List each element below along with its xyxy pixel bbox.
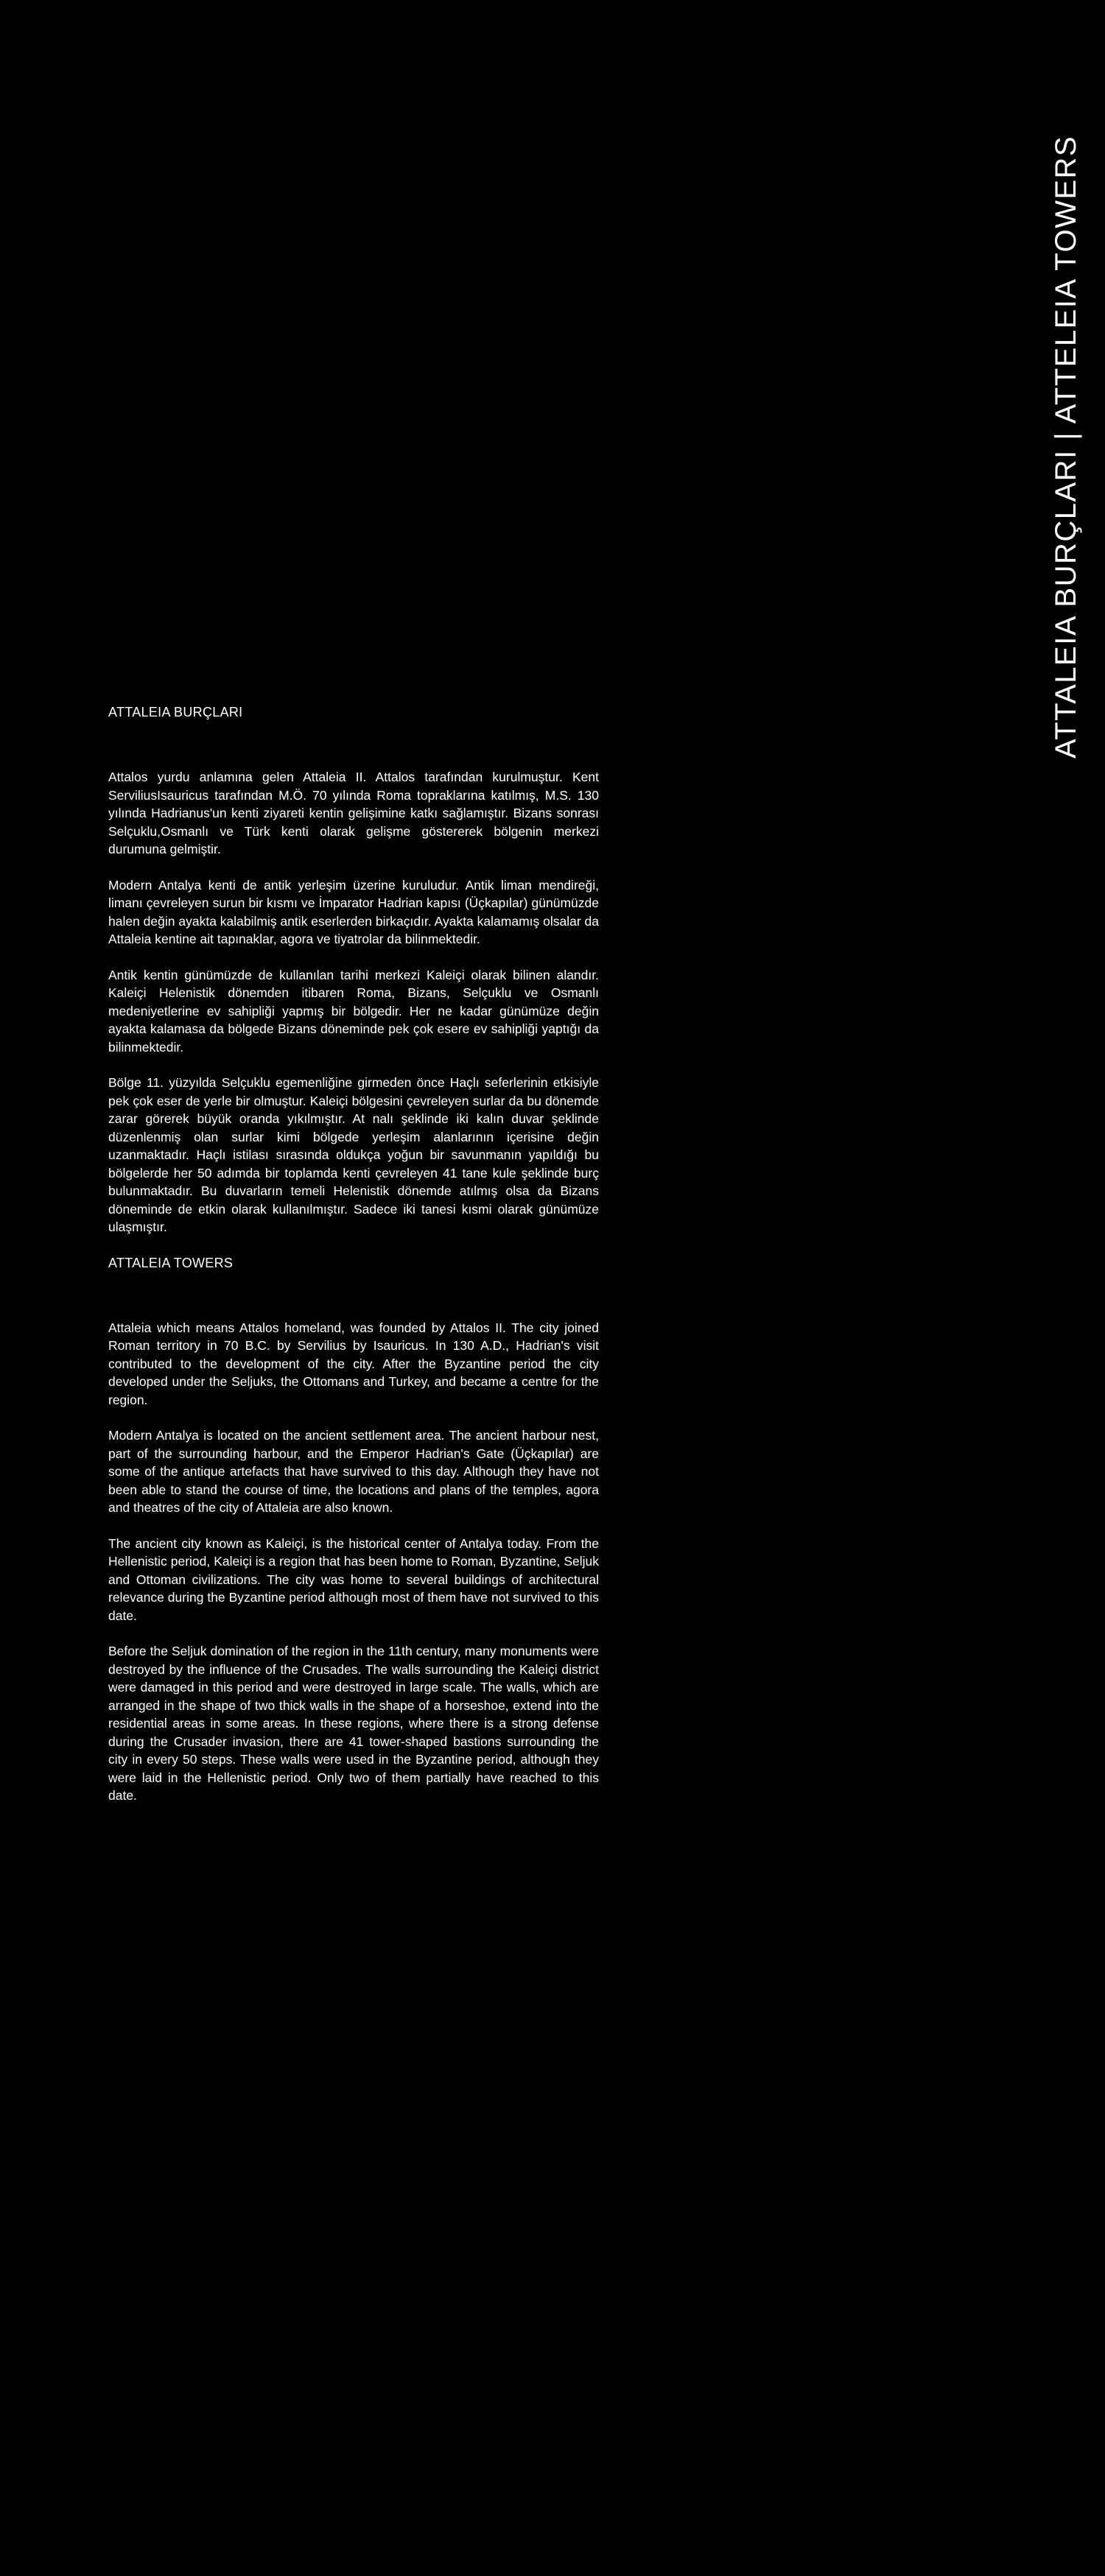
paragraph: Attalos yurdu anlamına gelen Attaleia II. Attalos tarafından kurulmuştur. Kent ServiliusIsauricus tarafından M.Ö. 70 yılında Roma topraklarına katılmış, M.S. 130 yılında Hadrianus'un kenti ziyareti kentin gelişimine katkı sağlamıştır. Bizans sonrası Selçuklu,Osmanlı ve Türk kenti olarak gelişme göstererek bölgenin merkezi durumuna gelmiştir. bbox=[108, 770, 599, 856]
paragraph: Antik kentin günümüzde de kullanılan tarihi merkezi Kaleiçi olarak bilinen alandır. Kaleiçi Helenistik dönemden itibaren Roma, Bizans, Selçuklu ve Osmanlı medeniyetlerine ev sahipliği yapmış bir bölgedir. Her ne kadar günümüze değin ayakta kalamasa da bölgede Bizans döneminde pek çok esere ev sahipliği yaptığı da bilinmektedir. bbox=[108, 967, 599, 1055]
section-heading-turkish: ATTALEIA BURÇLARI bbox=[108, 705, 243, 719]
section-heading-english: ATTALEIA TOWERS bbox=[108, 1255, 234, 1270]
section-english bbox=[108, 1254, 599, 1805]
paragraph: Modern Antalya is located on the ancient settlement area. The ancient harbour nest, part of the surrounding harbour, and the Emperor Hadrian's Gate (Üçkapılar) are some of the antique artefacts that have survived to this day. Although they have not been able to stand the course of time, the locations and plans of the temples, agora and theatres of the city of Attaleia are also known. bbox=[108, 1428, 599, 1515]
section-turkish bbox=[108, 703, 599, 1236]
paragraph: Modern Antalya kenti de antik yerleşim üzerine kuruludur. Antik liman mendireği, limanı çevreleyen surun bir kısmı ve İmparator Hadrian kapısı (Üçkapılar) günümüzde halen değin ayakta kalabilmiş antik eserlerden birkaçıdır. Ayakta kalamamış olsalar da Attaleia kentine ait tapınaklar, agora ve tiyatrolar da bilinmektedir. bbox=[108, 877, 599, 946]
paragraph: Attaleia which means Attalos homeland, was founded by Attalos II. The city joined Roman territory in 70 B.C. by Servilius by Isauricus. In 130 A.D., Hadrian's visit contributed to the development of the city. After the Byzantine period the city developed under the Seljuks, the Ottomans and Turkey, and became a centre for the region. bbox=[108, 1320, 599, 1407]
article-body bbox=[108, 703, 599, 1823]
vertical-page-title: ATTALEIA BURÇLARI | ATTELEIA TOWERS bbox=[1050, 135, 1082, 759]
paragraph: The ancient city known as Kaleiçi, is the historical center of Antalya today. From the Hellenistic period, Kaleiçi is a region that has been home to Roman, Byzantine, Seljuk and Ottoman civilizations. The city was home to several buildings of architectural relevance during the Byzantine period although most of them have not survived to this date. bbox=[108, 1535, 599, 1623]
paragraph: Bölge 11. yüzyılda Selçuklu egemenliğine girmeden önce Haçlı seferlerinin etkisiyle pek çok eser de yerle bir olmuştur. Kaleiçi bölgesini çevreleyen surlar da bu dönemde zarar görerek büyük oranda yıkılmıştır. At nalı şeklinde iki kalın duvar şeklinde düzenlenmiş olan surlar kimi bölgede yerleşim alanlarının içerisine değin uzanmaktadır. Haçlı istilası sırasında oldukça yoğun bir savunmanın yapıldığı bu bölgelerde her 50 adımda bir toplamda kenti çevreleyen 41 tane kule şeklinde burç bulunmaktadır. Bu duvarların temeli Helenistik dönemde atılmış olsa da Bizans döneminde de etkin olarak kullanılmıştır. Sadece iki tanesi kısmi olarak günümüze ulaşmıştır. bbox=[108, 1075, 599, 1234]
paragraph: Before the Seljuk domination of the region in the 11th century, many monuments were destroyed by the influence of the Crusades. The walls surrounding the Kaleiçi district were damaged in this period and were destroyed in large scale. The walls, which are arranged in the shape of two thick walls in the shape of a horseshoe, extend into the residential areas in some areas. In these regions, where there is a strong defense during the Crusader invasion, there are 41 tower-shaped bastions surrounding the city in every 50 steps. These walls were used in the Byzantine period, although they were laid in the Hellenistic period. Only two of them partially have reached to this date. bbox=[108, 1644, 599, 1803]
